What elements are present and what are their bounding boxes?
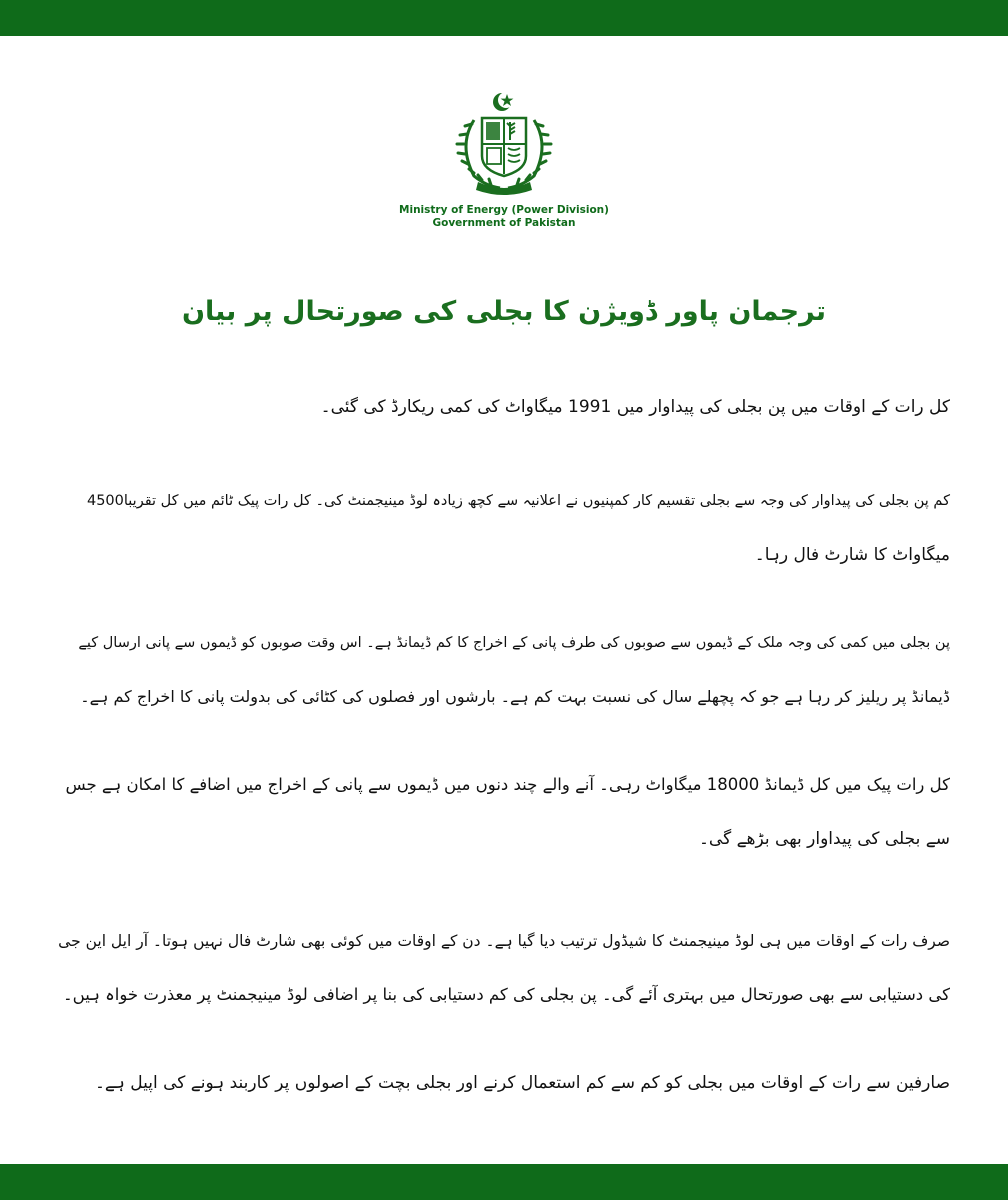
paragraph-line: سے بجلی کی پیداوار بھی بڑھے گی۔ xyxy=(698,829,950,849)
paragraph-line: صارفین سے رات کے اوقات میں بجلی کو کم سے کم استعمال کرنے اور بجلی بچت کے اصولوں پر کاربند ہونے کی اپیل ہے۔ xyxy=(94,1073,950,1093)
state-emblem-icon xyxy=(452,90,556,200)
government-name: Government of Pakistan xyxy=(432,217,576,229)
paragraph-line: صرف رات کے اوقات میں ہی لوڈ مینیجمنٹ کا شیڈول ترتیب دیا گیا ہے۔ دن کے اوقات میں کوئی بھی شارٹ فال نہیں ہوتا۔ آر ایل این جی xyxy=(58,932,950,950)
paragraph-6 xyxy=(58,1056,950,1110)
page-title: ترجمان پاور ڈویژن کا بجلی کی صورتحال پر بیان xyxy=(181,296,827,327)
top-green-band xyxy=(0,0,1008,36)
paragraph-line: کل رات کے اوقات میں پن بجلی کی پیداوار میں 1991 میگاواٹ کی کمی ریکارڈ کی گئی۔ xyxy=(320,397,950,417)
paragraph-4 xyxy=(58,758,950,866)
paragraph-5 xyxy=(58,914,950,1022)
paragraph-line: کل رات پیک میں کل ڈیمانڈ 18000 میگاواٹ رہی۔ آنے والے چند دنوں میں ڈیموں سے پانی کے اخراج میں اضافے کا امکان ہے جس xyxy=(65,775,950,794)
paragraph-line: میگاواٹ کا شارٹ فال رہا۔ xyxy=(754,545,950,565)
paragraph-line: کم پن بجلی کی پیداوار کی وجہ سے بجلی تقسیم کار کمپنیوں نے اعلانیہ سے کچھ زیادہ لوڈ مینیجمنٹ کی۔ کل رات پیک ٹائم میں کل تقریبا4500 xyxy=(86,493,950,509)
paragraph-line: پن بجلی میں کمی کی وجہ ملک کے ڈیموں سے صوبوں کی طرف پانی کے اخراج کا کم ڈیمانڈ ہے۔ اس وقت صوبوں کو ڈیموں سے پانی ارسال کیے xyxy=(78,635,950,651)
paragraph-line: کی دستیابی سے بھی صورتحال میں بہتری آئے گی۔ پن بجلی کی کم دستیابی کی بنا پر اضافی لوڈ مینیجمنٹ پر معذرت خواہ ہیں۔ xyxy=(63,985,950,1004)
paragraph-3 xyxy=(58,616,950,724)
paragraph-2 xyxy=(58,474,950,582)
ministry-name: Ministry of Energy (Power Division) xyxy=(399,204,609,216)
paragraph-1 xyxy=(58,380,950,434)
paragraph-line: ڈیمانڈ پر ریلیز کر رہا ہے جو کہ پچھلے سال کی نسبت بہت کم ہے۔ بارشوں اور فصلوں کی کٹائی کی بدولت پانی کا اخراج کم ہے۔ xyxy=(80,687,950,706)
bottom-green-band xyxy=(0,1164,1008,1200)
